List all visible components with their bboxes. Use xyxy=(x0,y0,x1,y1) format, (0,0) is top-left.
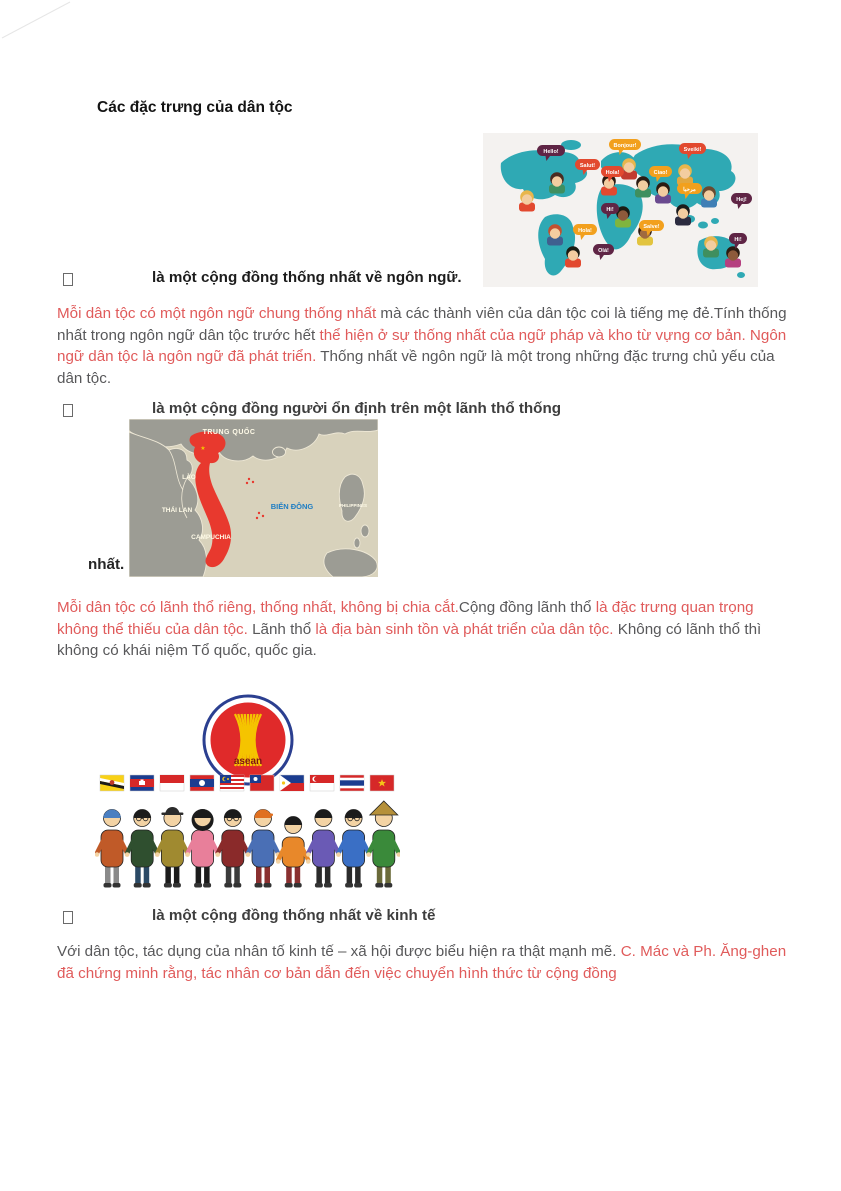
flag-indonesia xyxy=(160,775,184,791)
hollow-square-bullet-icon xyxy=(63,404,73,417)
map-person xyxy=(547,224,563,245)
flag-brunei xyxy=(100,775,124,791)
label-east-sea: BIỂN ĐÔNG xyxy=(270,502,314,511)
bullet-label-language: là một cộng đồng thống nhất về ngôn ngữ. xyxy=(152,269,462,286)
flag-thailand xyxy=(340,775,364,791)
scan-crease xyxy=(0,0,90,45)
map-person xyxy=(565,246,581,267)
paragraph-economy xyxy=(57,941,794,984)
svg-text:Hola!: Hola! xyxy=(605,169,620,176)
text-run: Với dân tộc, tác dụng của nhân tố kinh tế – xã hội được biểu hiện ra thật mạnh mẽ. xyxy=(57,943,617,960)
label-cambodia: CAMPUCHIA xyxy=(191,534,231,541)
map-person xyxy=(675,204,691,225)
flag-malaysia xyxy=(220,775,244,791)
world-languages-image xyxy=(483,133,758,287)
paragraph-territory xyxy=(57,597,794,662)
asean-image xyxy=(95,693,400,898)
text-run: Không có lãnh thổ thì không có khái niệm Tổ quốc, quốc gia. xyxy=(57,620,762,660)
paragraph-language xyxy=(57,303,794,389)
text-run: Mỗi dân tộc có lãnh thổ riêng, thống nhất, không bị chia cắt. xyxy=(57,599,459,616)
svg-text:Ciao!: Ciao! xyxy=(653,169,668,176)
hollow-square-bullet-icon xyxy=(63,273,73,286)
bullet-label-economy: là một cộng đồng thống nhất về kinh tế xyxy=(152,907,436,924)
flag-vietnam xyxy=(370,775,394,791)
map-person xyxy=(725,246,741,267)
text-run: C. Mác và Ph. Ăng-ghen đã chứng minh rằng, tác nhân cơ bản dẫn đến việc chuyển hình thức từ cộng đồng xyxy=(57,943,787,982)
asean-logo xyxy=(204,696,292,784)
text-run: là đặc trưng quan trọng không thể thiếu của dân tộc. xyxy=(57,599,754,638)
text-run: là địa bàn sinh tồn và phát triển của dân tộc. xyxy=(315,620,614,638)
svg-text:مرحبا: مرحبا xyxy=(683,186,696,193)
hanoi-star-icon: ★ xyxy=(200,446,206,452)
hollow-square-bullet-icon xyxy=(63,911,73,924)
continuation-text: nhất. xyxy=(88,556,125,573)
svg-text:Sveiki!: Sveiki! xyxy=(683,146,702,153)
svg-text:Salve!: Salve! xyxy=(643,223,660,230)
text-run: Mỗi dân tộc có một ngôn ngữ chung thống nhất xyxy=(57,305,377,322)
label-laos: LÀO xyxy=(182,474,196,481)
map-person xyxy=(703,236,719,257)
svg-text:Hej!: Hej! xyxy=(736,196,747,203)
text-run: thể hiện ở sự thống nhất của ngữ pháp và kho từ vựng cơ bản. Ngôn ngữ dân tộc là ngôn ngữ đã phát triển. xyxy=(57,326,787,366)
page-title: Các đặc trưng của dân tộc xyxy=(97,99,293,116)
text-run: mà các thành viên của dân tộc coi là tiếng mẹ đẻ.Tính thống nhất trong ngôn ngữ dân tộc trước hết xyxy=(57,305,787,344)
map-person xyxy=(655,182,671,203)
svg-text:Hello!: Hello! xyxy=(543,148,559,155)
flag-myanmar xyxy=(250,775,274,791)
label-thailand: THÁI LAN xyxy=(161,507,193,514)
map-person xyxy=(549,172,565,193)
map-person xyxy=(677,164,693,185)
map-person xyxy=(621,158,637,179)
text-run: Lãnh thổ xyxy=(247,620,316,638)
svg-text:Olá!: Olá! xyxy=(598,247,609,254)
svg-text:Bonjour!: Bonjour! xyxy=(613,142,637,149)
flag-cambodia xyxy=(130,775,154,791)
svg-text:Hola!: Hola! xyxy=(578,227,592,234)
map-person xyxy=(701,186,717,207)
asean-logo-text: asean xyxy=(233,756,263,767)
svg-text:Hi!: Hi! xyxy=(606,206,614,213)
map-person xyxy=(519,190,535,211)
text-run: Cộng đồng lãnh thổ xyxy=(458,599,596,616)
svg-text:Hi!: Hi! xyxy=(734,236,742,243)
flag-philippines xyxy=(280,775,304,791)
label-philippines: PHILIPPINES xyxy=(338,503,368,508)
text-run: Thống nhất về ngôn ngữ là một trong những đặc trưng chủ yếu của dân tộc. xyxy=(57,348,775,387)
flag-laos xyxy=(190,775,214,791)
map-person xyxy=(635,176,651,197)
bullet-label-territory: là một cộng đồng người ổn định trên một lãnh thổ thống xyxy=(152,400,562,417)
vietnam-map-image xyxy=(129,419,378,577)
label-china: TRUNG QUỐC xyxy=(202,429,256,436)
svg-text:Salut!: Salut! xyxy=(579,162,596,169)
flag-singapore xyxy=(310,775,334,791)
